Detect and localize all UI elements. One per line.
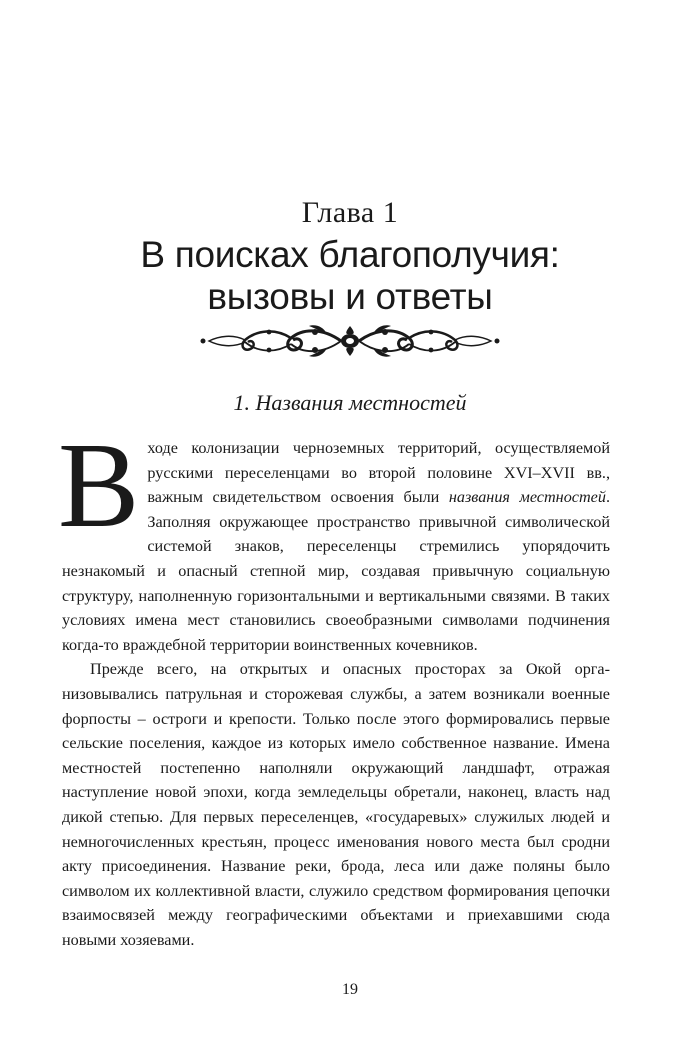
page-number: 19 (342, 981, 358, 998)
chapter-title-line-2: вызовы и ответы (207, 276, 493, 317)
paragraph-2: Прежде всего, на открытых и опасных просторах за Окой организовывались патрульная и сторожевая службы, а затем возникали военные форпосты – остроги и крепости. Только после этого формировались первые сельские поселения, каждое из которых имело собственное название. Имена местностей постепенно наполняли окружающий ландшафт, отражая наступление новой эпохи, когда земледельцы обретали, наконец, власть над дикой степью. Для первых переселенцев, «государевых» служилых людей и немногочисленных крестьян, процесс именования нового места был сродни акту присоединения. Название реки, брода, леса или даже поляны было символом их коллективной власти, служило средством формирования цепочки взаимосвязей между географическими объектами и приехавшими сюда новыми хозяевами. (62, 660, 610, 949)
paragraph-1-emphasis: названия местностей (448, 488, 606, 507)
ornament-divider-icon (195, 320, 505, 362)
body-text (58, 418, 610, 952)
section-title: 1. Названия местностей (233, 390, 467, 415)
chapter-title-line-1: В поисках благополучия: (140, 234, 560, 275)
paragraph-1 (58, 418, 610, 657)
paragraph-1-text-a: ходе колонизации черноземных территорий, осуществляемой русскими переселенцами во второй половине XVI–XVII вв., важным свидетельством освоения были (147, 439, 610, 507)
paragraph-1-text-b: . Заполняя окружающее пространство привычной символической системой знаков, переселенцы стремились упорядочить незнакомый и опасный степной мир, создавая привычную социальную структуру, наполненную горизонтальными и вертикальными связями. В таких условиях имена мест становились своеобразными символами подчинения когда-то враждебной территории воинственных кочевников. (62, 488, 610, 654)
chapter-label: Глава 1 (301, 196, 399, 229)
chapter-title (0, 234, 700, 318)
drop-cap: В (58, 418, 140, 553)
